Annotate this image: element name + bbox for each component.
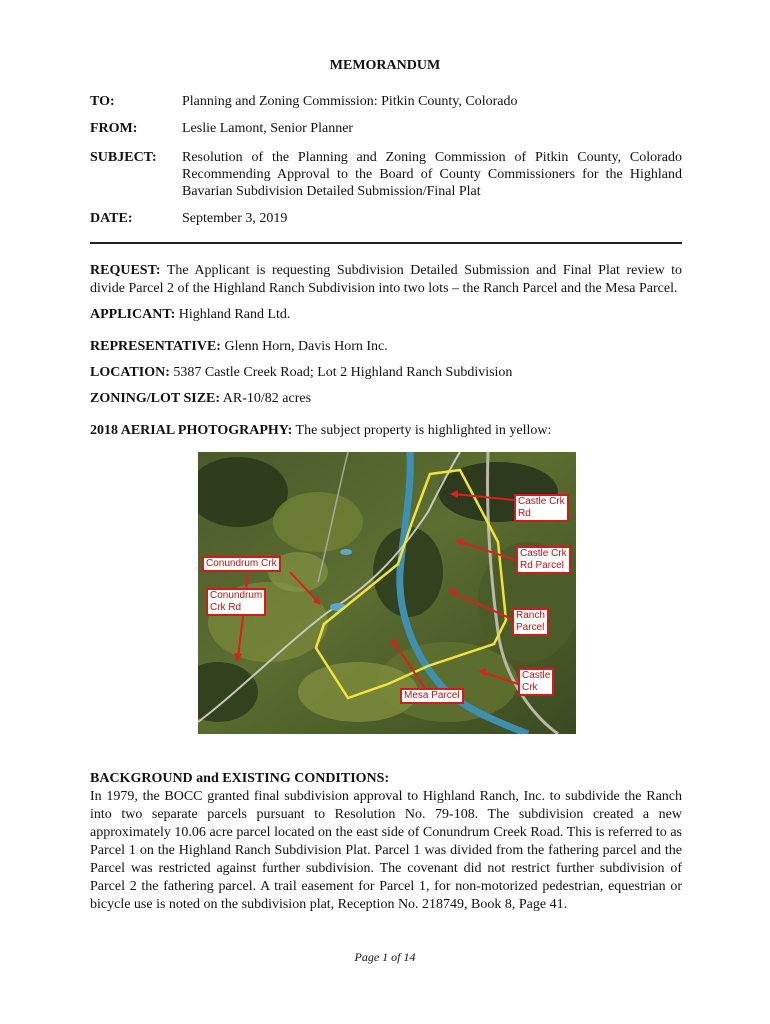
request-label: REQUEST: (90, 263, 161, 278)
zoning-label: ZONING/LOT SIZE: (90, 391, 221, 406)
location-label: LOCATION: (90, 365, 170, 380)
background-text: In 1979, the BOCC granted final subdivision approval to Highland Ranch, Inc. to subdivide the Ranch into two separate parcels pursuant to Resolution No. 79-108. The subdivision created a new approximately 10.06 acre parcel located on the east side of Conundrum Creek Road. This is referred to as Parcel 1 on the Highland Ranch Subdivision Plat. Parcel 1 was divided from the fathering parcel and the Parcel was restricted against further subdivision. The covenant did not restrict further subdivision of Parcel 2 the fathering parcel. A trail easement for Parcel 1, for non-motorized pedestrian, equestrian or bicycle use is noted on the subdivision plat, Reception No. 218749, Book 8, Page 41. (90, 789, 682, 912)
page-number: Page 1 of 14 (354, 950, 416, 964)
date-label: DATE: (90, 211, 133, 226)
zoning-text: AR-10/82 acres (222, 391, 312, 406)
aerial-label: 2018 AERIAL PHOTOGRAPHY: (90, 423, 293, 438)
location-paragraph (90, 364, 682, 382)
from-row (90, 120, 690, 138)
label-castle-crk-rd-parcel: Castle Crk Rd Parcel (516, 546, 571, 574)
date-row (90, 210, 690, 228)
zoning-paragraph (90, 390, 682, 408)
subject-label: SUBJECT: (90, 150, 157, 165)
from-label: FROM: (90, 121, 138, 136)
applicant-paragraph (90, 306, 682, 324)
label-ranch-parcel: Ranch Parcel (512, 608, 549, 636)
aerial-photo (198, 452, 576, 734)
date-value: September 3, 2019 (182, 211, 288, 226)
to-value: Planning and Zoning Commission: Pitkin County, Colorado (182, 94, 518, 109)
to-label: TO: (90, 94, 115, 109)
representative-paragraph (90, 338, 682, 356)
to-row (90, 93, 690, 111)
header-divider (90, 242, 682, 244)
location-text: 5387 Castle Creek Road; Lot 2 Highland Ranch Subdivision (173, 365, 513, 380)
label-conundrum-crk: Conundrum Crk (202, 556, 281, 572)
request-paragraph (90, 262, 682, 298)
background-section (90, 770, 682, 914)
aerial-text: The subject property is highlighted in yellow: (295, 423, 552, 438)
representative-label: REPRESENTATIVE: (90, 339, 221, 354)
request-text: The Applicant is requesting Subdivision Detailed Submission and Final Plat review to divide Parcel 2 of the Highland Ranch Subdivision into two lots – the Ranch Parcel and the Mesa Parcel. (90, 263, 682, 296)
subject-row (90, 149, 690, 203)
from-value: Leslie Lamont, Senior Planner (182, 121, 354, 136)
label-mesa-parcel: Mesa Parcel (400, 688, 464, 704)
label-castle-crk-rd: Castle Crk Rd (514, 494, 569, 522)
label-conundrum-crk-rd: Conundrum Crk Rd (206, 588, 266, 616)
memo-title: MEMORANDUM (329, 58, 441, 73)
applicant-label: APPLICANT: (90, 307, 176, 322)
subject-value: Resolution of the Planning and Zoning Commission of Pitkin County, Colorado Recommending Approval to the Board of County Commissioners for the Highland Bavarian Subdivision Detailed Submission/Final Plat (182, 150, 682, 199)
aerial-paragraph (90, 422, 682, 440)
label-castle-crk: Castle Crk (518, 668, 554, 696)
pond (340, 549, 352, 555)
applicant-text: Highland Rand Ltd. (178, 307, 291, 322)
representative-text: Glenn Horn, Davis Horn Inc. (224, 339, 388, 354)
background-heading: BACKGROUND and EXISTING CONDITIONS: (90, 771, 390, 786)
